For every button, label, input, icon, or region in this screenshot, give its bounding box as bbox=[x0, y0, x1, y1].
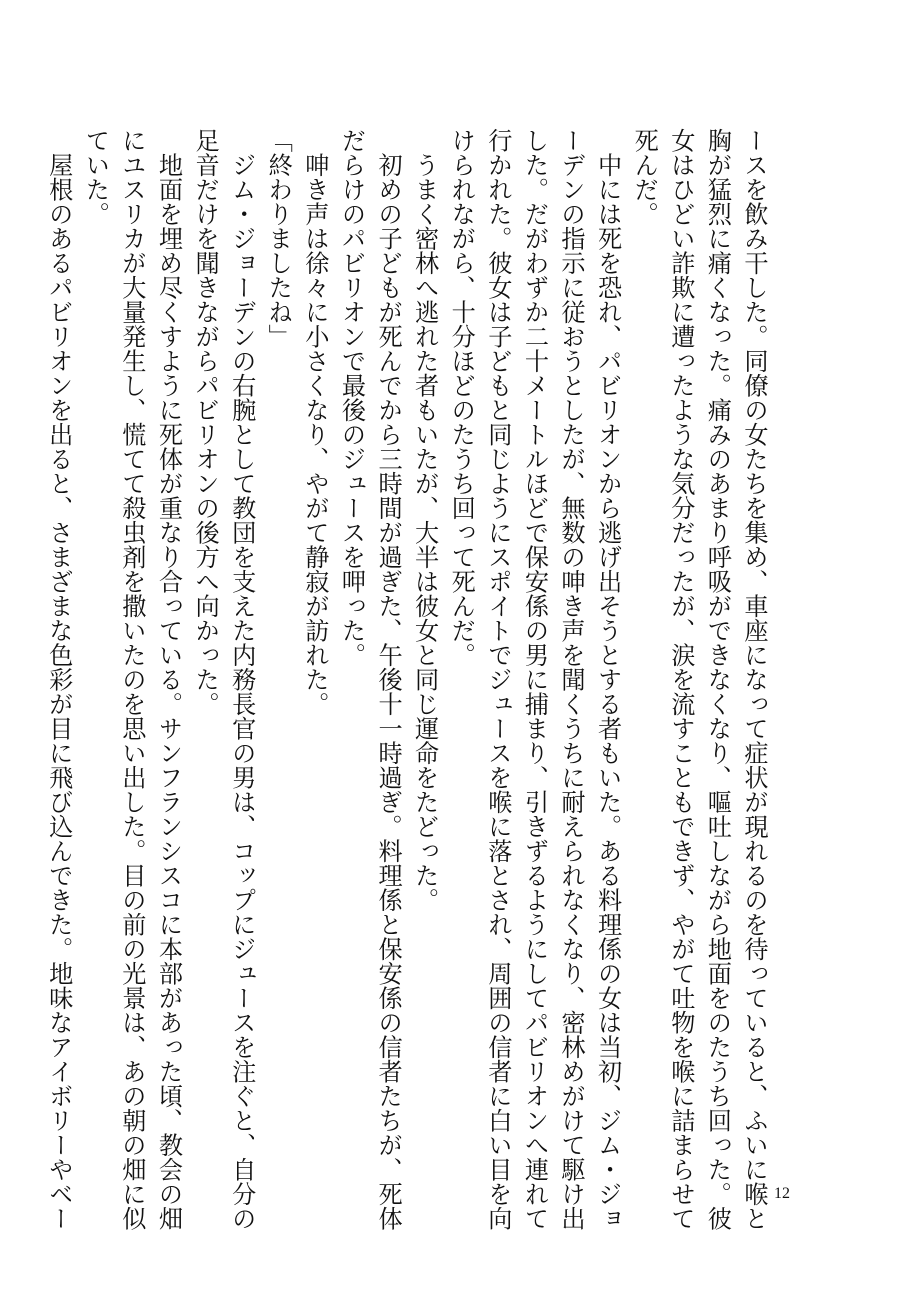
text-line: ースを飲み干した。同僚の女たちを集め、車座になって症状が現れるのを待っていると、ふいに喉と bbox=[740, 128, 768, 1231]
text-line: けられながら、十分ほどのたうち回って死んだ。 bbox=[447, 128, 476, 667]
text-line: だらけのパビリオンで最後のジュースを呷った。 bbox=[337, 128, 366, 667]
text-line: した。だがわずか二十メートルほどで保安係の男に捕まり、引きずるようにしてパビリオンへ連れて bbox=[520, 128, 549, 1231]
text-line: うまく密林へ逃れた者もいたが、大半は彼女と同じ運命をたどった。 bbox=[410, 128, 439, 912]
text-line: 呻き声は徐々に小さくなり、やがて静寂が訪れた。 bbox=[300, 128, 329, 716]
text-line: 胸が猛烈に痛くなった。痛みのあまり呼吸ができなくなり、嘔吐しながら地面をのたうち回った。彼 bbox=[703, 128, 732, 1231]
text-line: ジム・ジョーデンの右腕として教団を支えた内務長官の男は、コップにジュースを注ぐと、自分の bbox=[227, 128, 256, 1231]
text-line: ーデンの指示に従おうとしたが、無数の呻き声を聞くうちに耐えられなくなり、密林めがけて駆け出 bbox=[557, 128, 586, 1231]
text-line: 中には死を恐れ、パビリオンから逃げ出そうとする者もいた。ある料理係の女は当初、ジム・ジョ bbox=[593, 128, 622, 1231]
text-line: 初めの子どもが死んでから三時間が過ぎた、午後十一時過ぎ。料理係と保安係の信者たちが、死体 bbox=[374, 128, 403, 1231]
text-line: にユスリカが大量発生し、慌てて殺虫剤を撒いたのを思い出した。目の前の光景は、あの朝の畑に似 bbox=[117, 128, 146, 1231]
page-number: 12 bbox=[774, 1185, 790, 1202]
text-line: 行かれた。彼女は子どもと同じようにスポイトでジュースを喉に落とされ、周囲の信者に白い目を向 bbox=[483, 128, 512, 1231]
text-line: 屋根のあるパビリオンを出ると、さまざまな色彩が目に飛び込んできた。地味なアイボリーやベー bbox=[44, 128, 73, 1231]
text-line: 女はひどい詐欺に遭ったような気分だったが、涙を流すこともできず、やがて吐物を喉に詰まらせて bbox=[666, 128, 695, 1231]
vertical-text-body bbox=[40, 128, 772, 1231]
text-line: 「終わりましたね」 bbox=[264, 128, 293, 349]
text-line: 足音だけを聞きながらパビリオンの後方へ向かった。 bbox=[191, 128, 220, 716]
text-line: 地面を埋め尽くすように死体が重なり合っている。サンフランシスコに本部があった頃、教会の畑 bbox=[154, 128, 183, 1231]
text-line: ていた。 bbox=[81, 128, 110, 226]
text-line: 死んだ。 bbox=[630, 128, 659, 226]
